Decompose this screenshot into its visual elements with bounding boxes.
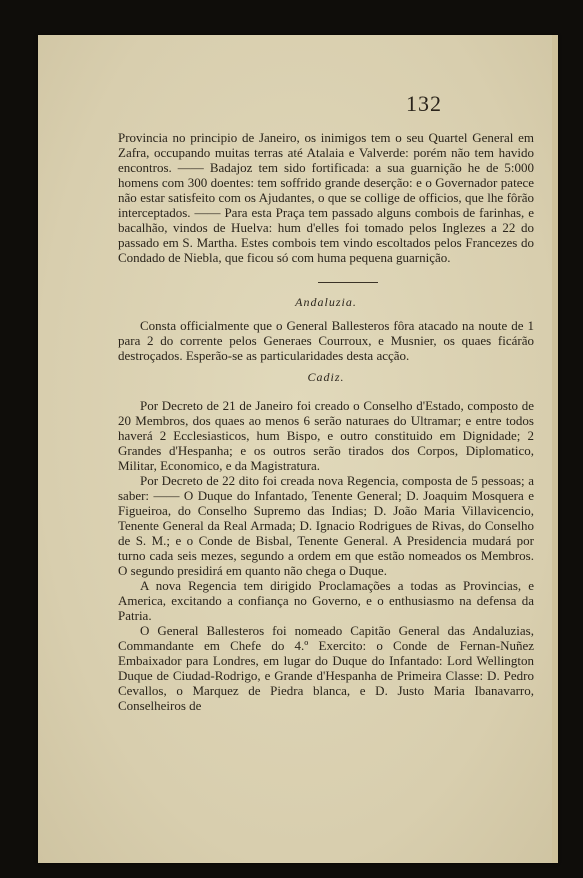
paragraph-regencia: Por Decreto de 22 dito foi creada nova Regencia, composta de 5 pessoas; a saber: —— O Duque do Infantado, Tenente General; D. Joaquim Mosquera e Figueiroa, do Conselho Supremo das Indias; D. João Maria Villavicencio, Tenente General da Real Armada; D. Ignacio Rodrigues de Rivas, do Conselho de S. M.; e o Conde de Bisbal, Tenente General. A Presidencia mudará por turno cada seis mezes, segundo a ordem em que estão nomeados os Membros. O segundo presidirá em quanto não chega o Duque.: [118, 473, 534, 578]
section-divider: [318, 282, 378, 283]
paragraph-proclamacoes: A nova Regencia tem dirigido Proclamações a todas as Provincias, e America, excitando a confiança no Governo, e o enthusiasmo na defensa da Patria.: [118, 578, 534, 623]
paragraph-ballesteros-attack: Consta officialmente que o General Ballesteros fôra atacado na noute de 1 para 2 do corrente pelos Generaes Courroux, e Musnier, os quaes ficárão destroçados. Esperão-se as particularidades desta acção.: [118, 318, 534, 363]
paragraph-nomeacoes: O General Ballesteros foi nomeado Capitão General das Andaluzias, Commandante em Chefe do 4.º Exercito: o Conde de Fernan-Nuñez Embaixador para Londres, em lugar do Duque do Infantado: Lord Wellington Duque de Ciudad-Rodrigo, e Grande d'Hespanha de Primeira Classe: D. Pedro Cevallos, o Marquez de Piedra blanca, e D. Justo Maria Ibanavarro, Conselheiros de: [118, 623, 534, 713]
paragraph-conselho-estado: Por Decreto de 21 de Janeiro foi creado o Conselho d'Estado, composto de 20 Membros, dos quaes ao menos 6 serão naturaes do Ultramar; e entre todos haverá 2 Ecclesiasticos, hum Bispo, e outro constituido em Dignidade; 2 Grandes d'Hespanha; e os outros serão tirados dos Corpos, Diplomatico, Militar, Economico, e da Magistratura.: [118, 398, 534, 473]
page-number: 132: [406, 91, 442, 116]
page-text: [118, 92, 534, 713]
page-edge: [552, 35, 558, 863]
paragraph-badajoz: Provincia no principio de Janeiro, os inimigos tem o seu Quartel General em Zafra, occupando muitas terras até Atalaia e Valverde: porém não tem havido encontros. —— Badajoz tem sido fortificada: a sua guarnição he de 5:000 homens com 300 doentes: tem soffrido grande deserção: e o Governador patece não estar satisfeito com os Ajudantes, o que se collige de officios, que lhe fôrão interceptados. —— Para esta Praça tem passado alguns combois de farinhas, e bacalhão, vindos de Huelva: hum d'elles foi tomado pelos Inglezes a 22 do passado em S. Martha. Estes combois tem vindo escoltados pelos Francezes do Condado de Niebla, que ficou só com huma pequena guarnição.: [118, 130, 534, 265]
heading-cadiz: Cadiz.: [307, 370, 345, 384]
heading-andaluzia: Andaluzia.: [295, 295, 357, 309]
